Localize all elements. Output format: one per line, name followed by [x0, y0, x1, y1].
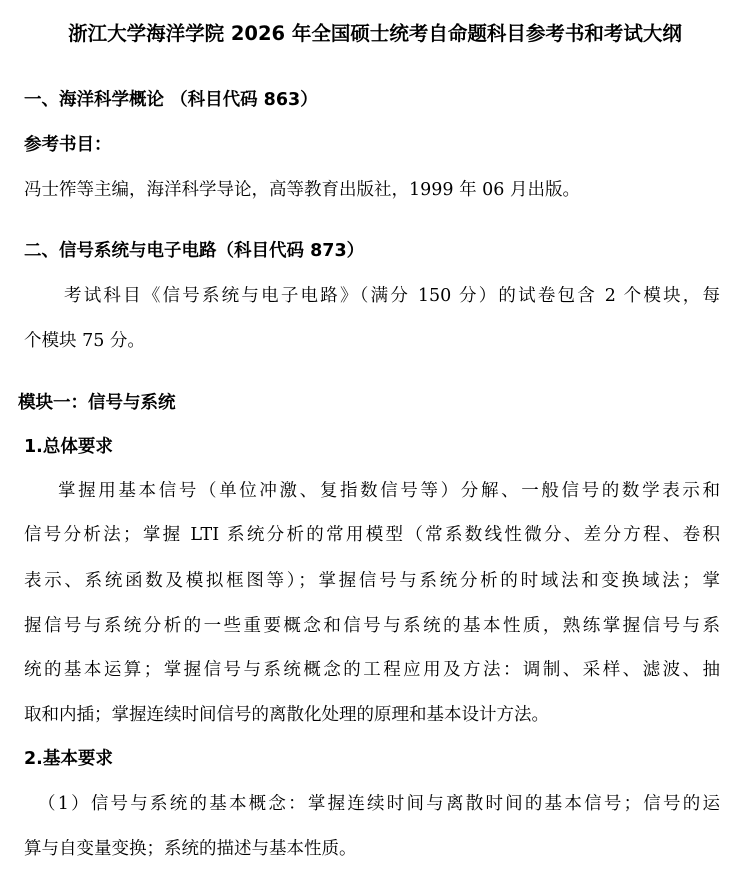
basic-requirements-heading: 2.基本要求 [24, 749, 113, 769]
overall-requirements-line-3: 表示、系统函数及模拟框图等）；掌握信号与系统分析的时域法和变换域法；掌 [24, 571, 720, 591]
overall-requirements-line-6: 取和内插；掌握连续时间信号的离散化处理的原理和基本设计方法。 [24, 705, 549, 725]
overall-requirements-line-5: 统的基本运算；掌握信号与系统概念的工程应用及方法：调制、采样、滤波、抽 [24, 660, 720, 680]
section-2-intro-line-2: 个模块 75 分。 [24, 331, 145, 351]
basic-requirements-line-1: （1）信号与系统的基本概念：掌握连续时间与离散时间的基本信号；信号的运 [38, 794, 720, 814]
document-title: 浙江大学海洋学院 2026 年全国硕士统考自命题科目参考书和考试大纲 [68, 22, 682, 45]
section-2-intro-line-1: 考试科目《信号系统与电子电路》（满分 150 分）的试卷包含 2 个模块，每 [64, 286, 720, 306]
reference-books-label: 参考书目： [24, 135, 112, 155]
overall-requirements-heading: 1.总体要求 [24, 437, 113, 457]
reference-book-entry: 冯士筰等主编，海洋科学导论，高等教育出版社，1999 年 06 月出版。 [24, 180, 580, 200]
overall-requirements-line-4: 握信号与系统分析的一些重要概念和信号与系统的基本性质，熟练掌握信号与系 [24, 616, 720, 636]
section-2-heading: 二、信号系统与电子电路（科目代码 873） [24, 241, 365, 261]
module-1-heading: 模块一：信号与系统 [18, 393, 176, 413]
section-1-heading: 一、海洋科学概论 （科目代码 863） [24, 90, 318, 110]
overall-requirements-line-2: 信号分析法；掌握 LTI 系统分析的常用模型（常系数线性微分、差分方程、卷积 [24, 525, 720, 545]
overall-requirements-line-1: 掌握用基本信号（单位冲激、复指数信号等）分解、一般信号的数学表示和 [58, 481, 720, 501]
basic-requirements-line-2: 算与自变量变换；系统的描述与基本性质。 [24, 839, 357, 859]
